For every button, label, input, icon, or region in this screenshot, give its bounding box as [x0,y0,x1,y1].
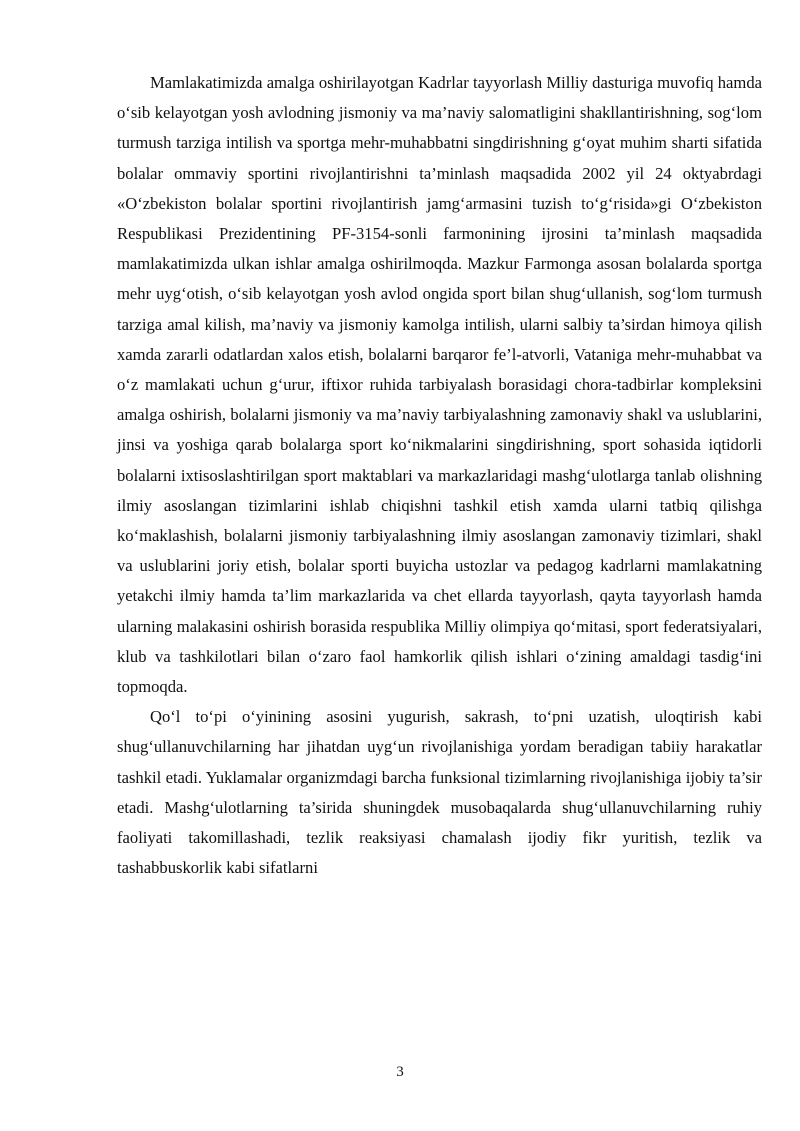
page-number: 3 [396,1064,404,1080]
document-page [117,68,762,883]
paragraph: Qo‘l to‘pi o‘yinining asosini yugurish, sakrash, to‘pni uzatish, uloqtirish kabi shug‘ullanuvchilarning har jihatdan uyg‘un rivojlanishiga yordam beradigan tabiiy harakatlar tashkil etadi. Yuklamalar organizmdagi barcha funksional tizimlarning rivojlanishiga ijobiy ta’sir etadi. Mashg‘ulotlarning ta’sirida shuningdek musobaqalarda shug‘ullanuvchilarning ruhiy faoliyati takomillashadi, tezlik reaksiyasi chamalash ijodiy fikr yuritish, tezlik va tashabbuskorlik kabi sifatlarni [117,707,762,878]
paragraph: Mamlakatimizda amalga oshirilayotgan Kadrlar tayyorlash Milliy dasturiga muvofiq hamda o‘sib kelayotgan yosh avlodning jismoniy va ma’naviy salomatligini shakllantirishning, sog‘lom turmush tarziga intilish va sportga mehr-muhabbatni singdirishning g‘oyat muhim sharti sifatida bolalar ommaviy sportini rivojlantirishni ta’minlash maqsadida 2002 yil 24 oktyabrdagi «O‘zbekiston bolalar sportini rivojlantirish jamg‘armasini tuzish to‘g‘risida»gi O‘zbekiston Respublikasi Prezidentining PF-3154-sonli farmonining ijrosini ta’minlash maqsadida mamlakatimizda ulkan ishlar amalga oshirilmoqda. Mazkur Farmonga asosan bolalarda sportga mehr uyg‘otish, o‘sib kelayotgan yosh avlod ongida sport bilan shug‘ullanish, sog‘lom turmush tarziga amal kilish, ma’naviy va jismoniy kamolga intilish, ularni salbiy ta’sirdan himoya qilish xamda zararli odatlardan xalos etish, bolalarni barqaror fe’l-atvorli, Vataniga mehr-muhabbat va o‘z mamlakati uchun g‘urur, iftixor ruhida tarbiyalash borasidagi chora-tadbirlar kompleksini amalga oshirish, bolalarni jismoniy va ma’naviy tarbiyalashning zamonaviy shakl va uslublarini, jinsi va yoshiga qarab bolalarga sport ko‘nikmalarini singdirishning, sport sohasida iqtidorli bolalarni ixtisoslashtirilgan sport maktablari va markazlaridagi mashg‘ulotlarga tanlab olishning ilmiy asoslangan tizimlarini ishlab chiqishni tashkil etish xamda ularni tatbiq qilishga ko‘maklashish, bolalarni jismoniy tarbiyalashning ilmiy asoslangan zamonaviy tizimlari, shakl va uslublarini joriy etish, bolalar sporti buyicha ustozlar va pedagog kadrlarni mamlakatning yetakchi ilmiy hamda ta’lim markazlarida va chet ellarda tayyorlash, qayta tayyorlash hamda ularning malakasini oshirish borasida respublika Milliy olimpiya qo‘mitasi, sport federatsiyalari, klub va tashkilotlari bilan o‘zaro faol hamkorlik qilish ishlari o‘zining amaldagi tasdig‘ini topmoqda. [117,73,762,697]
